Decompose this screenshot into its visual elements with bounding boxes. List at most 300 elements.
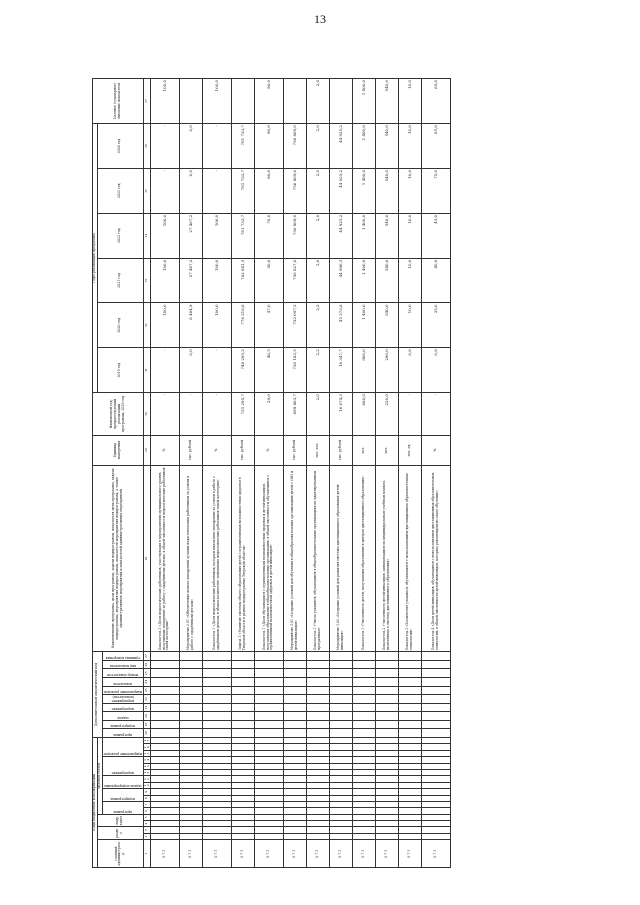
row-name-cell: Мероприятие 2.01 «Обеспечение выплат поощрений лучшим педагогическим работникам за успехи в работе с одарёнными детьми» [179, 465, 202, 652]
code-digit-cell [150, 833, 179, 839]
code-digit-cell [202, 827, 231, 833]
code-digit-cell [398, 737, 421, 744]
year-value-cell: 45,0 [421, 213, 450, 258]
year-value-cell: 70,0 [254, 213, 283, 258]
code-digit-cell [231, 833, 254, 839]
fin-year-value-cell: 16 674,3 [329, 393, 352, 436]
code-digit-cell [150, 769, 179, 775]
code-digit-cell [179, 750, 202, 756]
column-index: 14 [143, 757, 150, 763]
budget-code-cell: 0 7 5 [421, 840, 450, 868]
code-digit-cell [179, 808, 202, 814]
code-digit-cell [150, 795, 179, 801]
year-value-cell: 47,0 [254, 303, 283, 348]
budget-codes-header: Коды бюджетной классификации [93, 737, 98, 867]
unit-cell: тыс. рублей [231, 435, 254, 465]
code-digit-cell [150, 660, 179, 669]
code-digit-cell [352, 695, 375, 704]
code-digit-cell [150, 703, 179, 712]
code-digit-cell [231, 827, 254, 833]
year-value-cell: 100,0 [202, 303, 231, 348]
code-digit-cell [398, 814, 421, 820]
code-digit-cell [329, 827, 352, 833]
budget-code-cell: 0 7 5 [329, 840, 352, 868]
code-digit-cell [202, 833, 231, 839]
column-index: 3 [143, 827, 150, 833]
code-digit-cell [375, 827, 398, 833]
code-digit-cell [231, 686, 254, 695]
code-digit-cell [421, 652, 450, 661]
code-digit-cell [254, 769, 283, 775]
add-col-10: единицы измерения [102, 652, 143, 661]
fin-year-value-cell: - [179, 393, 202, 436]
column-index: 30 [143, 393, 150, 436]
code-digit-cell [306, 789, 329, 795]
code-digit-cell [329, 750, 352, 756]
code-digit-cell [398, 744, 421, 750]
row-name-cell: Показатель 4 «Доля детей-инвалидов, обучающихся с использованием дистанционных образовательных технологий, в общей численности детей-инвалидов, которым рекомендовано такое обучение» [421, 465, 450, 652]
code-digit-cell [352, 744, 375, 750]
code-digit-cell [375, 801, 398, 807]
code-digit-cell [179, 686, 202, 695]
code-digit-cell [375, 652, 398, 661]
row-name-cell: Показатель 1 «Доля обучающихся с ограниченными возможностями здоровья и детей-инвалидов, получающих образование в общеобразовательных организациях, в общей численности обучающихся с ограниченными возможностями здоровья и детей-инвалидов» [254, 465, 283, 652]
code-digit-cell [283, 757, 306, 763]
code-digit-cell [202, 763, 231, 769]
code-digit-cell [375, 695, 398, 704]
code-digit-cell [283, 808, 306, 814]
budget-code-cell: 0 7 5 [306, 840, 329, 868]
year-value-cell: - [202, 348, 231, 393]
year-value-cell: 18 347,7 [329, 348, 352, 393]
code-digit-cell [179, 757, 202, 763]
code-digit-cell [254, 660, 283, 669]
year-value-cell: 100,0 [150, 303, 179, 348]
subsection-header: подраздел [97, 814, 143, 827]
code-digit-cell [179, 776, 202, 782]
rotated-sheet [92, 78, 558, 868]
year-value-cell: 540,0 [375, 124, 398, 169]
code-digit-cell [202, 720, 231, 729]
column-index: 4 [143, 821, 150, 827]
code-digit-cell [179, 712, 202, 721]
target-value-cell: 2,0 [306, 79, 329, 124]
code-digit-cell [329, 833, 352, 839]
year-value-cell: 44 925,2 [329, 124, 352, 169]
code-digit-cell [375, 678, 398, 687]
code-digit-cell [329, 744, 352, 750]
name-column-header: Наименование программы, цели программы, задачи подпрограммы, показателя цели программы, задачи подпрограммы, мероприятия подпрограммы, показателя мероприятия подпрограммы, а также административных мероприятий и показателей административных мероприятий [93, 465, 144, 652]
add-col-4: мероприятие [102, 703, 143, 712]
code-digit-cell [375, 737, 398, 744]
code-digit-cell [231, 789, 254, 795]
code-digit-cell [283, 678, 306, 687]
code-digit-cell [231, 678, 254, 687]
code-digit-cell [329, 821, 352, 827]
code-digit-cell [398, 808, 421, 814]
column-index: 36 [143, 124, 150, 169]
code-digit-cell [421, 782, 450, 788]
code-digit-cell [375, 757, 398, 763]
year-value-cell: 1 400,0 [352, 168, 375, 213]
code-digit-cell [306, 814, 329, 820]
code-digit-cell [202, 703, 231, 712]
code-digit-cell [352, 808, 375, 814]
code-digit-cell [179, 695, 202, 704]
code-digit-cell [231, 769, 254, 775]
code-digit-cell [231, 795, 254, 801]
code-digit-cell [179, 744, 202, 750]
code-digit-cell [283, 795, 306, 801]
code-digit-cell [231, 720, 254, 729]
code-digit-cell [306, 695, 329, 704]
column-index: 32 [143, 303, 150, 348]
year-value-cell: 10,0 [398, 213, 421, 258]
code-digit-cell [231, 744, 254, 750]
year-2019-header: 2019 год [97, 348, 143, 393]
row-name-cell: Показатель 1 «Численность детей, получающих образование в центрах дистанционного образования» [352, 465, 375, 652]
year-value-cell: 27 467,2 [179, 213, 202, 258]
column-index: 6 [143, 808, 150, 814]
year-value-cell: 752 097,5 [283, 303, 306, 348]
budget-code-cell: 0 7 5 [179, 840, 202, 868]
add-col-7: показатель [102, 678, 143, 687]
column-index-row [143, 79, 150, 868]
code-digit-cell [150, 720, 179, 729]
code-digit-cell [202, 678, 231, 687]
code-digit-cell [202, 821, 231, 827]
budget-code-cell: 0 7 5 [254, 840, 283, 868]
code-digit-cell [283, 703, 306, 712]
code-digit-cell [398, 769, 421, 775]
target-value-cell: 1 400,0 [352, 79, 375, 124]
main-admin-header: главный администратор [97, 840, 143, 868]
table-row [398, 79, 421, 868]
target-value-cell [283, 79, 306, 124]
budget-code-cell: 0 7 5 [231, 840, 254, 868]
code-digit-cell [421, 827, 450, 833]
unit-cell: чел. [352, 435, 375, 465]
add-col-3: задача [102, 712, 143, 721]
year-value-cell: 27 467,2 [179, 258, 202, 303]
code-digit-cell [375, 814, 398, 820]
code-digit-cell [283, 801, 306, 807]
code-digit-cell [202, 782, 231, 788]
column-index: 1 [143, 840, 150, 868]
code-digit-cell [202, 744, 231, 750]
code-digit-cell [283, 720, 306, 729]
code-digit-cell [231, 729, 254, 738]
code-digit-cell [421, 703, 450, 712]
year-value-cell: 540,0 [375, 258, 398, 303]
code-digit-cell [329, 763, 352, 769]
unit-cell: тыс. ед. [398, 435, 421, 465]
code-digit-cell [421, 744, 450, 750]
code-digit-cell [352, 782, 375, 788]
year-value-cell: 45 373,8 [329, 303, 352, 348]
code-digit-cell [352, 789, 375, 795]
code-digit-cell [352, 660, 375, 669]
fin-year-value-cell: - [150, 393, 179, 436]
code-digit-cell [421, 776, 450, 782]
column-index: 31 [143, 348, 150, 393]
event-subheader: мероприятие [102, 757, 143, 776]
code-digit-cell [398, 821, 421, 827]
code-digit-cell [352, 737, 375, 744]
code-digit-cell [375, 795, 398, 801]
column-index: 12 [143, 769, 150, 775]
unit-cell: тыс. рублей [329, 435, 352, 465]
year-value-cell: 100,0 [150, 258, 179, 303]
code-digit-cell [329, 703, 352, 712]
code-digit-cell [202, 695, 231, 704]
code-digit-cell [329, 669, 352, 678]
year-value-cell: 2,0 [306, 124, 329, 169]
code-digit-cell [352, 750, 375, 756]
code-digit-cell [398, 750, 421, 756]
code-digit-cell [179, 795, 202, 801]
code-digit-cell [254, 720, 283, 729]
target-value-cell: 85,0 [421, 79, 450, 124]
code-digit-cell [231, 695, 254, 704]
year-value-cell: 35,0 [421, 303, 450, 348]
year-value-cell: 540,0 [375, 168, 398, 213]
code-digit-cell [398, 833, 421, 839]
budget-code-cell: 0 7 5 [352, 840, 375, 868]
code-digit-cell [179, 720, 202, 729]
code-digit-cell [329, 737, 352, 744]
row-name-cell: Показатель 1 «Доля педагогических работников, которым выплачено поощрение за успехи в работе с одарёнными детьми, в общем количестве заявленных педагогических работников такой категории» [202, 465, 231, 652]
column-index: 25 [143, 669, 150, 678]
year-value-cell: 778 218,6 [231, 303, 254, 348]
code-digit-cell [352, 776, 375, 782]
code-digit-cell [179, 737, 202, 744]
code-digit-cell [306, 776, 329, 782]
code-digit-cell [179, 660, 202, 669]
column-index: 27 [143, 652, 150, 661]
code-digit-cell [352, 686, 375, 695]
add-col-5: мероприятие (показатель) [102, 695, 143, 704]
year-value-cell: 100,0 [202, 213, 231, 258]
year-value-cell: 100,0 [150, 213, 179, 258]
code-digit-cell [306, 720, 329, 729]
code-digit-cell [398, 729, 421, 738]
code-digit-cell [421, 833, 450, 839]
year-value-cell: 44 925,2 [329, 213, 352, 258]
code-digit-cell [231, 660, 254, 669]
code-digit-cell [306, 750, 329, 756]
code-digit-cell [421, 669, 450, 678]
code-digit-cell [306, 757, 329, 763]
year-2022-header: 2022 год [97, 213, 143, 258]
year-value-cell: 0,8 [398, 348, 421, 393]
year-value-cell: 75,0 [421, 168, 450, 213]
year-value-cell: 44 925,2 [329, 168, 352, 213]
code-digit-cell [254, 686, 283, 695]
table-row [231, 79, 254, 868]
code-digit-cell [329, 769, 352, 775]
code-digit-cell [150, 669, 179, 678]
code-digit-cell [150, 801, 179, 807]
code-digit-cell [375, 833, 398, 839]
code-digit-cell [375, 744, 398, 750]
column-index: 33 [143, 258, 150, 303]
year-value-cell: 1 400,0 [352, 258, 375, 303]
years-header: Годы реализации программы [93, 124, 98, 393]
code-digit-cell [329, 795, 352, 801]
additional-code-header: Дополнительный аналитический код [93, 652, 103, 737]
code-digit-cell [202, 789, 231, 795]
code-digit-cell [375, 776, 398, 782]
code-digit-cell [375, 703, 398, 712]
code-digit-cell [179, 729, 202, 738]
code-digit-cell [398, 669, 421, 678]
code-digit-cell [254, 757, 283, 763]
code-digit-cell [283, 821, 306, 827]
code-digit-cell [150, 744, 179, 750]
code-digit-cell [283, 827, 306, 833]
table-row [254, 79, 283, 868]
column-index: 16 [143, 744, 150, 750]
year-value-cell: 720 183,5 [283, 348, 306, 393]
code-digit-cell [179, 678, 202, 687]
code-digit-cell [231, 801, 254, 807]
year-value-cell: 781 733,7 [231, 213, 254, 258]
program-subheader: программа [102, 801, 143, 814]
column-index: 24 [143, 678, 150, 687]
column-index: 23 [143, 686, 150, 695]
code-digit-cell [254, 814, 283, 820]
code-digit-cell [306, 827, 329, 833]
unit-cell: % [421, 435, 450, 465]
code-digit-cell [329, 695, 352, 704]
code-digit-cell [375, 669, 398, 678]
row-name-cell: Показатель 3 «Количество учащихся, обучающихся с использованием дистанционных образовательных технологий» [398, 465, 421, 652]
code-digit-cell [283, 763, 306, 769]
budget-code-cell: 0 7 5 [375, 840, 398, 868]
code-digit-cell [150, 686, 179, 695]
code-digit-cell [202, 660, 231, 669]
code-digit-cell [352, 827, 375, 833]
code-digit-cell [254, 737, 283, 744]
code-digit-cell [150, 712, 179, 721]
code-digit-cell [254, 801, 283, 807]
code-digit-cell [150, 808, 179, 814]
code-digit-cell [352, 703, 375, 712]
year-value-cell: 40,0 [421, 258, 450, 303]
year-value-cell: 1 400,0 [352, 303, 375, 348]
expense-direction-subheader: направление расходов [102, 737, 143, 756]
code-digit-cell [398, 686, 421, 695]
code-digit-cell [352, 669, 375, 678]
code-digit-cell [421, 750, 450, 756]
code-digit-cell [283, 744, 306, 750]
code-digit-cell [202, 669, 231, 678]
code-digit-cell [352, 729, 375, 738]
unit-cell: тыс. рублей [283, 435, 306, 465]
code-digit-cell [329, 776, 352, 782]
column-index: 34 [143, 213, 150, 258]
year-value-cell: 2,2 [306, 303, 329, 348]
code-digit-cell [398, 789, 421, 795]
row-name-cell: Мероприятие 3.02 «Создание условий для развития системы дистанционного образования детей-инвалидов» [329, 465, 352, 652]
section-header: раздел [97, 827, 143, 840]
target-value-cell [179, 79, 202, 124]
code-digit-cell [231, 757, 254, 763]
code-digit-cell [421, 814, 450, 820]
code-digit-cell [150, 737, 179, 744]
code-digit-cell [352, 801, 375, 807]
year-2021-header: 2021 год [97, 258, 143, 303]
code-digit-cell [329, 801, 352, 807]
code-digit-cell [375, 821, 398, 827]
code-digit-cell [306, 833, 329, 839]
code-digit-cell [254, 703, 283, 712]
year-value-cell: 290,0 [375, 348, 398, 393]
code-digit-cell [283, 769, 306, 775]
column-index: 26 [143, 660, 150, 669]
code-digit-cell [306, 801, 329, 807]
code-digit-cell [306, 678, 329, 687]
year-value-cell: 44 996,5 [329, 258, 352, 303]
code-digit-cell [179, 833, 202, 839]
budget-code-cell: 0 7 5 [202, 840, 231, 868]
code-digit-cell [231, 737, 254, 744]
code-digit-cell [202, 769, 231, 775]
add-col-2: подпрограмма [102, 720, 143, 729]
year-value-cell: 2,0 [306, 168, 329, 213]
code-digit-cell [306, 712, 329, 721]
code-digit-cell [179, 782, 202, 788]
code-digit-cell [254, 729, 283, 738]
code-digit-cell [179, 827, 202, 833]
code-digit-cell [254, 750, 283, 756]
code-digit-cell [202, 808, 231, 814]
code-digit-cell [398, 782, 421, 788]
code-digit-cell [150, 821, 179, 827]
code-digit-cell [421, 795, 450, 801]
year-value-cell: 0,0 [179, 348, 202, 393]
year-value-cell: 782 841,5 [231, 258, 254, 303]
code-digit-cell [283, 737, 306, 744]
target-article-header: целевая статья [97, 737, 102, 814]
code-digit-cell [421, 695, 450, 704]
code-digit-cell [254, 827, 283, 833]
code-digit-cell [329, 686, 352, 695]
fin-year-value-cell: - [398, 393, 421, 436]
code-digit-cell [150, 814, 179, 820]
table-row [329, 79, 352, 868]
code-digit-cell [202, 750, 231, 756]
code-digit-cell [254, 789, 283, 795]
column-index: 17 [143, 737, 150, 744]
fin-year-value-cell: 699 463,7 [283, 393, 306, 436]
code-digit-cell [329, 814, 352, 820]
code-digit-cell [306, 737, 329, 744]
code-digit-cell [306, 669, 329, 678]
year-value-cell: 1 400,0 [352, 124, 375, 169]
column-index: 8 [143, 795, 150, 801]
row-name-cell: Мероприятие 3.01 «Создание условий для обучения в общеобразовательных организациях детей с ОВЗ и детей-инвалидов» [283, 465, 306, 652]
code-digit-cell [283, 814, 306, 820]
add-col-8: номер показателя [102, 669, 143, 678]
column-index: 29 [143, 435, 150, 465]
code-digit-cell [352, 720, 375, 729]
code-digit-cell [254, 808, 283, 814]
code-digit-cell [150, 750, 179, 756]
year-value-cell: - [202, 124, 231, 169]
fin-year-value-cell: 2,0 [306, 393, 329, 436]
